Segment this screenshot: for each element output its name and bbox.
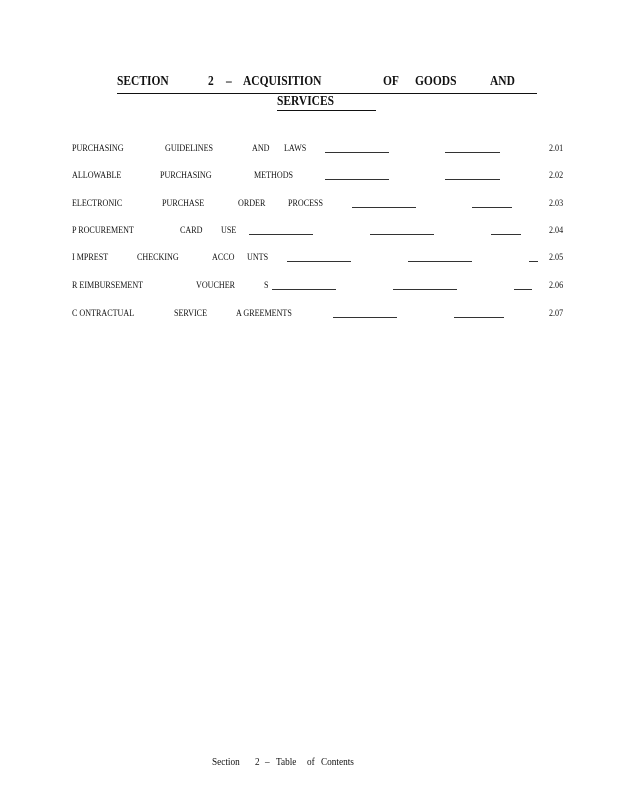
toc-word: P ROCUREMENT [72,226,134,236]
toc-word: VOUCHER [196,281,236,291]
title-word-goods: GOODS [415,74,457,89]
toc-page-number: 2.06 [549,281,564,291]
leader-rule [325,179,389,180]
leader-rule [370,234,434,235]
toc-word: AND [252,144,270,154]
leader-rule [445,152,500,153]
footer-word: of [307,757,315,768]
toc-page-number: 2.05 [549,253,564,263]
toc-word: ACCO [212,253,235,263]
toc-word: UNTS [247,253,269,263]
toc-word: ALLOWABLE [72,171,122,181]
title-word-number: 2 [208,74,214,89]
toc-word: SERVICE [174,309,208,319]
leader-rule [325,152,389,153]
footer-word: – [265,757,270,768]
leader-rule [529,261,538,262]
toc-word: CHECKING [137,253,179,263]
leader-rule [472,207,512,208]
title-word-dash: – [226,74,232,89]
leader-rule [249,234,313,235]
toc-word: METHODS [254,171,294,181]
toc-word: CARD [180,226,203,236]
footer-word: Table [276,757,297,768]
leader-rule [272,289,336,290]
leader-rule [352,207,416,208]
toc-page-number: 2.02 [549,171,564,181]
toc-page-number: 2.03 [549,199,564,209]
toc-word: GUIDELINES [165,144,213,154]
title-underline-1 [117,76,537,94]
toc-page-number: 2.04 [549,226,564,236]
leader-rule [393,289,457,290]
toc-word: ELECTRONIC [72,199,123,209]
toc-word: R EIMBURSEMENT [72,281,144,291]
toc-page-number: 2.07 [549,309,564,319]
toc-word: PURCHASE [162,199,205,209]
title-word-and: AND [490,74,515,89]
toc-page-number: 2.01 [549,144,564,154]
leader-rule [514,289,532,290]
title-word-acquisition: ACQUISITION [243,74,322,89]
toc-word: A GREEMENTS [236,309,292,319]
leader-rule [408,261,472,262]
leader-rule [333,317,397,318]
toc-word: C ONTRACTUAL [72,309,135,319]
footer-word: Contents [321,757,354,768]
title-word-section: SECTION [117,74,169,89]
title-word-of: OF [383,74,399,89]
toc-word: PURCHASING [160,171,212,181]
leader-rule [287,261,351,262]
footer-word: 2 [255,757,260,768]
toc-word: I MPREST [72,253,109,263]
leader-rule [445,179,500,180]
title-word-services: SERVICES [277,94,335,109]
footer-word: Section [212,757,240,768]
toc-word: PROCESS [288,199,324,209]
toc-word: ORDER [238,199,266,209]
toc-word: USE [221,226,237,236]
leader-rule [454,317,504,318]
toc-word: S [264,281,269,291]
toc-word: LAWS [284,144,307,154]
leader-rule [491,234,521,235]
toc-word: PURCHASING [72,144,124,154]
